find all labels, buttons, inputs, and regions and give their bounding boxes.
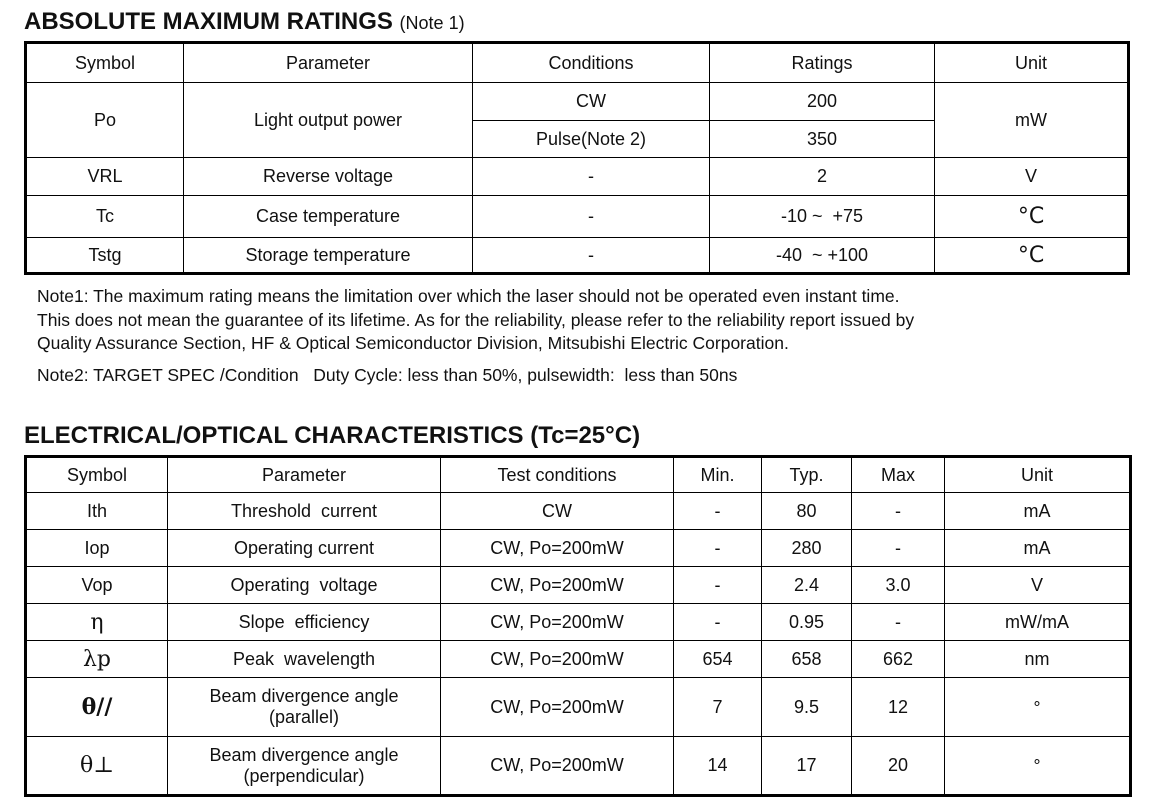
cell-conditions: CW, Po=200mW xyxy=(441,641,674,678)
col-header-unit: Unit xyxy=(935,43,1129,83)
cell-parameter: Operating current xyxy=(168,530,441,567)
cell-typ: 280 xyxy=(762,530,852,567)
table-row xyxy=(26,530,1131,567)
cell-parameter: Threshold current xyxy=(168,493,441,530)
table-row xyxy=(26,83,1129,121)
cell-unit: mA xyxy=(945,493,1131,530)
cell-rating: -40 ~ +100 xyxy=(710,238,935,274)
cell-conditions: - xyxy=(473,196,710,238)
cell-unit: °C xyxy=(935,196,1129,238)
note1-line: This does not mean the guarantee of its lifetime. As for the reliability, please refer to the reliability report issued by xyxy=(37,309,915,330)
table-row xyxy=(26,158,1129,196)
cell-unit: V xyxy=(935,158,1129,196)
cell-symbol: VRL xyxy=(26,158,184,196)
cell-unit: ° xyxy=(945,678,1131,737)
table-row xyxy=(26,567,1131,604)
cell-conditions: CW xyxy=(441,493,674,530)
cell-symbol: Iop xyxy=(26,530,168,567)
cell-min: - xyxy=(674,493,762,530)
cell-conditions: CW, Po=200mW xyxy=(441,604,674,641)
cell-typ: 658 xyxy=(762,641,852,678)
col-header-symbol: Symbol xyxy=(26,457,168,493)
cell-parameter: Storage temperature xyxy=(184,238,473,274)
param-main: Beam divergence angle xyxy=(209,744,399,765)
cell-min: 14 xyxy=(674,737,762,796)
cell-parameter: Slope efficiency xyxy=(168,604,441,641)
table-row xyxy=(26,737,1131,796)
cell-symbol: Tstg xyxy=(26,238,184,274)
param-sub: (perpendicular) xyxy=(243,765,365,786)
table-header-row xyxy=(26,43,1129,83)
cell-min: 654 xyxy=(674,641,762,678)
col-header-unit: Unit xyxy=(945,457,1131,493)
cell-min: 7 xyxy=(674,678,762,737)
cell-parameter xyxy=(168,737,441,796)
cell-max: 20 xyxy=(852,737,945,796)
cell-rating: 2 xyxy=(710,158,935,196)
cell-rating: -10 ~ +75 xyxy=(710,196,935,238)
table-row xyxy=(26,238,1129,274)
note1-line: Quality Assurance Section, HF & Optical Semiconductor Division, Mitsubishi Electric Corporation. xyxy=(37,333,789,353)
cell-conditions: - xyxy=(473,158,710,196)
cell-conditions: CW, Po=200mW xyxy=(441,530,674,567)
col-header-symbol: Symbol xyxy=(26,43,184,83)
cell-min: - xyxy=(674,567,762,604)
cell-unit: V xyxy=(945,567,1131,604)
cell-parameter: Peak wavelength xyxy=(168,641,441,678)
cell-unit: °C xyxy=(935,238,1129,274)
cell-unit: nm xyxy=(945,641,1131,678)
cell-conditions: CW, Po=200mW xyxy=(441,678,674,737)
table-row xyxy=(26,493,1131,530)
abs-max-heading xyxy=(24,8,465,37)
cell-conditions: CW, Po=200mW xyxy=(441,567,674,604)
col-header-test-conditions: Test conditions xyxy=(441,457,674,493)
cell-unit: ° xyxy=(945,737,1131,796)
abs-max-table xyxy=(24,41,1130,275)
table-header-row xyxy=(26,457,1131,493)
cell-parameter xyxy=(168,678,441,737)
cell-conditions: - xyxy=(473,238,710,274)
cell-max: 662 xyxy=(852,641,945,678)
notes-block xyxy=(37,285,1127,387)
cell-rating: 350 xyxy=(710,121,935,158)
cell-parameter: Case temperature xyxy=(184,196,473,238)
cell-symbol: λp xyxy=(26,641,168,678)
eo-heading: ELECTRICAL/OPTICAL CHARACTERISTICS (Tc=25°C) xyxy=(24,422,641,449)
cell-unit: mW xyxy=(935,83,1129,158)
cell-symbol: Ith xyxy=(26,493,168,530)
eo-table xyxy=(24,455,1132,797)
cell-conditions: CW, Po=200mW xyxy=(441,737,674,796)
col-header-typ: Typ. xyxy=(762,457,852,493)
cell-parameter: Operating voltage xyxy=(168,567,441,604)
cell-typ: 80 xyxy=(762,493,852,530)
cell-max: 12 xyxy=(852,678,945,737)
cell-min: - xyxy=(674,530,762,567)
cell-max: - xyxy=(852,530,945,567)
cell-min: - xyxy=(674,604,762,641)
cell-rating: 200 xyxy=(710,83,935,121)
col-header-ratings: Ratings xyxy=(710,43,935,83)
cell-unit: mA xyxy=(945,530,1131,567)
col-header-max: Max xyxy=(852,457,945,493)
cell-max: 3.0 xyxy=(852,567,945,604)
cell-typ: 17 xyxy=(762,737,852,796)
abs-max-title: ABSOLUTE MAXIMUM RATINGS xyxy=(24,8,393,35)
abs-max-title-note: (Note 1) xyxy=(399,13,465,33)
cell-symbol: θ⊥ xyxy=(26,737,168,796)
cell-parameter: Reverse voltage xyxy=(184,158,473,196)
cell-symbol: Vop xyxy=(26,567,168,604)
cell-conditions: CW xyxy=(473,83,710,121)
param-sub: (parallel) xyxy=(268,707,340,727)
col-header-min: Min. xyxy=(674,457,762,493)
table-row xyxy=(26,196,1129,238)
cell-unit: mW/mA xyxy=(945,604,1131,641)
cell-parameter: Light output power xyxy=(184,83,473,158)
cell-symbol: θ// xyxy=(26,678,168,737)
col-header-conditions: Conditions xyxy=(473,43,710,83)
cell-symbol: Po xyxy=(26,83,184,158)
cell-symbol: Tc xyxy=(26,196,184,238)
cell-max: - xyxy=(852,604,945,641)
cell-typ: 0.95 xyxy=(762,604,852,641)
cell-typ: 9.5 xyxy=(762,678,852,737)
param-main: Beam divergence angle xyxy=(209,686,399,706)
cell-max: - xyxy=(852,493,945,530)
note1-line: Note1: The maximum rating means the limitation over which the laser should not be operated even instant time. xyxy=(37,286,900,306)
table-row xyxy=(26,678,1131,737)
table-row xyxy=(26,641,1131,678)
table-row xyxy=(26,604,1131,641)
cell-conditions: Pulse(Note 2) xyxy=(473,121,710,158)
cell-symbol: η xyxy=(26,604,168,641)
cell-typ: 2.4 xyxy=(762,567,852,604)
note2-line: Note2: TARGET SPEC /Condition Duty Cycle: less than 50%, pulsewidth: less than 50ns xyxy=(37,364,738,385)
col-header-parameter: Parameter xyxy=(184,43,473,83)
col-header-parameter: Parameter xyxy=(168,457,441,493)
